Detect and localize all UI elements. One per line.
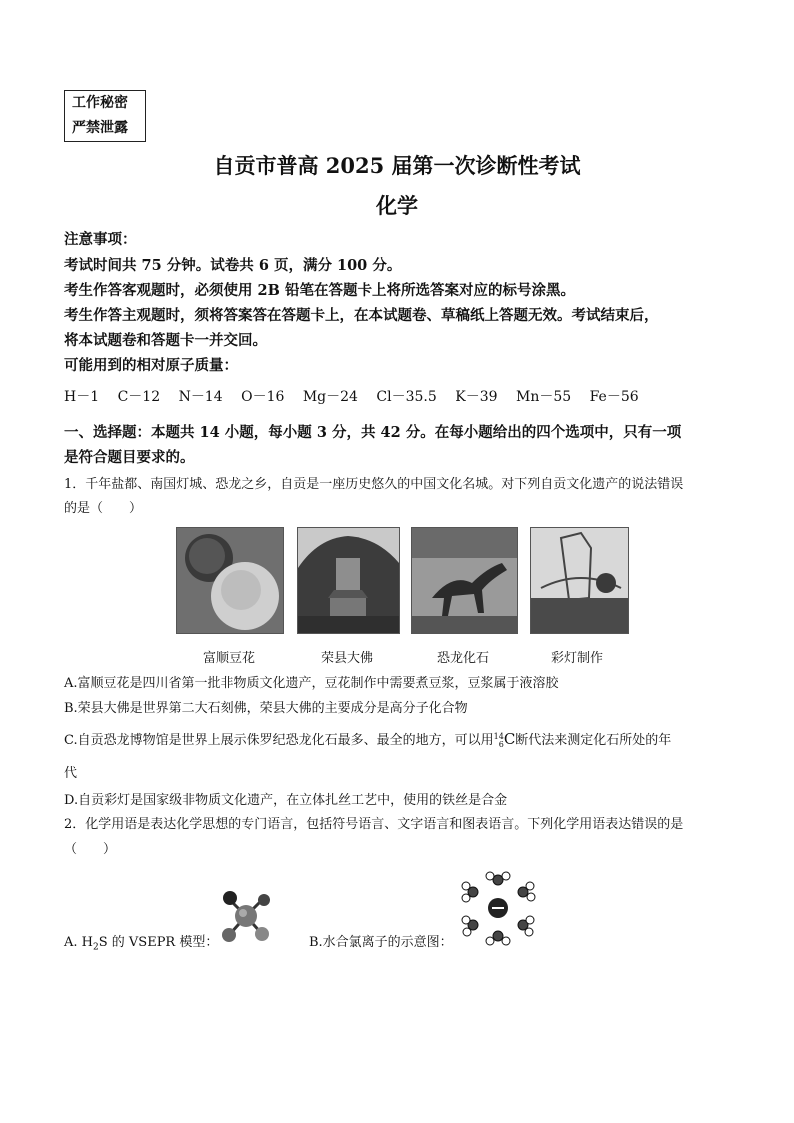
q2-option-a-text: A. H xyxy=(64,935,93,950)
notice-line-3: 考生作答主观题时，须将答案答在答题卡上，在本试题卷、草稿纸上答题无效。考试结束后， xyxy=(64,307,659,324)
q1-option-c-text-end: 断代法来测定化石所处的年 xyxy=(515,733,672,748)
mass-item: Mn－55 xyxy=(515,389,572,405)
mass-item: K－39 xyxy=(455,389,498,405)
dinosaur-fossil-photo xyxy=(411,527,518,634)
q1-stem-1: 1．千年盐都、南国灯城、恐龙之乡，自贡是一座历史悠久的中国文化名城。对下列自贡文化遗产的说法错误 xyxy=(64,477,684,492)
atomic-number: 6 xyxy=(498,739,504,749)
mass-item: Cl－35.5 xyxy=(376,389,437,405)
notice-line-1: 考试时间共 75 分钟。试卷共 6 页，满分 100 分。 xyxy=(64,257,402,274)
mass-item: H－1 xyxy=(64,389,100,405)
rongxian-buddha-photo xyxy=(297,527,400,634)
q1-option-a: A.富顺豆花是四川省第一批非物质文化遗产，豆花制作中需要煮豆浆，豆浆属于液溶胶 xyxy=(64,676,559,691)
tofu-pudding-photo xyxy=(176,527,284,634)
caption-lantern: 彩灯制作 xyxy=(550,651,603,666)
hydrated-chloride-ion-icon xyxy=(460,870,536,946)
mass-number: 14 xyxy=(493,731,504,741)
confidential-line1: 工作秘密 xyxy=(72,95,128,111)
isotope-notation xyxy=(494,733,504,749)
notice-line-2: 考生作答客观题时，必须使用 2B 铅笔在答题卡上将所选答案对应的标号涂黑。 xyxy=(64,282,575,299)
caption-tofu: 富顺豆花 xyxy=(202,651,255,666)
lantern-making-photo xyxy=(530,527,629,634)
q2-stem-2: （ ） xyxy=(64,842,117,857)
mass-item: N－14 xyxy=(178,389,223,405)
q1-option-d: D.自贡彩灯是国家级非物质文化遗产，在立体扎丝工艺中，使用的铁丝是合金 xyxy=(64,793,508,808)
exam-title: 自贡市普高 2025 届第一次诊断性考试 xyxy=(213,153,581,178)
q1-stem-2: 的是（ ） xyxy=(64,501,143,516)
q1-option-c-text: C.自贡恐龙博物馆是世界上展示侏罗纪恐龙化石最多、最全的地方，可以用 xyxy=(64,733,494,748)
h2s-vsepr-model-icon xyxy=(216,886,274,944)
q1-option-c xyxy=(64,729,671,749)
q2-stem-1: 2．化学用语是表达化学思想的专门语言，包括符号语言、文字语言和图表语言。下列化学用语表达错误的是 xyxy=(64,817,684,832)
notice-line-4: 将本试题卷和答题卡一并交回。 xyxy=(64,332,267,349)
q2-option-a xyxy=(64,931,218,953)
mass-item: C－12 xyxy=(117,389,161,405)
confidential-line2: 严禁泄露 xyxy=(72,120,128,136)
carbon-symbol: C xyxy=(503,730,516,748)
mass-item: Fe－56 xyxy=(589,389,639,405)
notice-heading: 注意事项： xyxy=(64,231,137,248)
subscript-2: 2 xyxy=(93,942,99,953)
q2-option-b: B.水合氯离子的示意图： xyxy=(309,935,453,950)
confidential-stamp xyxy=(64,90,146,142)
mass-item: O－16 xyxy=(241,389,285,405)
caption-dinosaur: 恐龙化石 xyxy=(436,651,489,666)
section1-line-1: 一、选择题：本题共 14 小题，每小题 3 分，共 42 分。在每小题给出的四个选项中，只有一项 xyxy=(64,424,682,441)
q2-option-a-text-end: S 的 VSEPR 模型： xyxy=(98,935,219,950)
q1-option-c-continued: 代 xyxy=(64,766,78,781)
caption-buddha: 荣县大佛 xyxy=(320,651,373,666)
atomic-mass-list xyxy=(64,386,653,406)
q1-option-b: B.荣县大佛是世界第二大石刻佛，荣县大佛的主要成分是高分子化合物 xyxy=(64,701,468,716)
subject-title: 化学 xyxy=(376,193,418,218)
mass-item: Mg－24 xyxy=(302,389,358,405)
section1-line-2: 是符合题目要求的。 xyxy=(64,449,195,466)
mass-heading: 可能用到的相对原子质量： xyxy=(64,357,238,374)
